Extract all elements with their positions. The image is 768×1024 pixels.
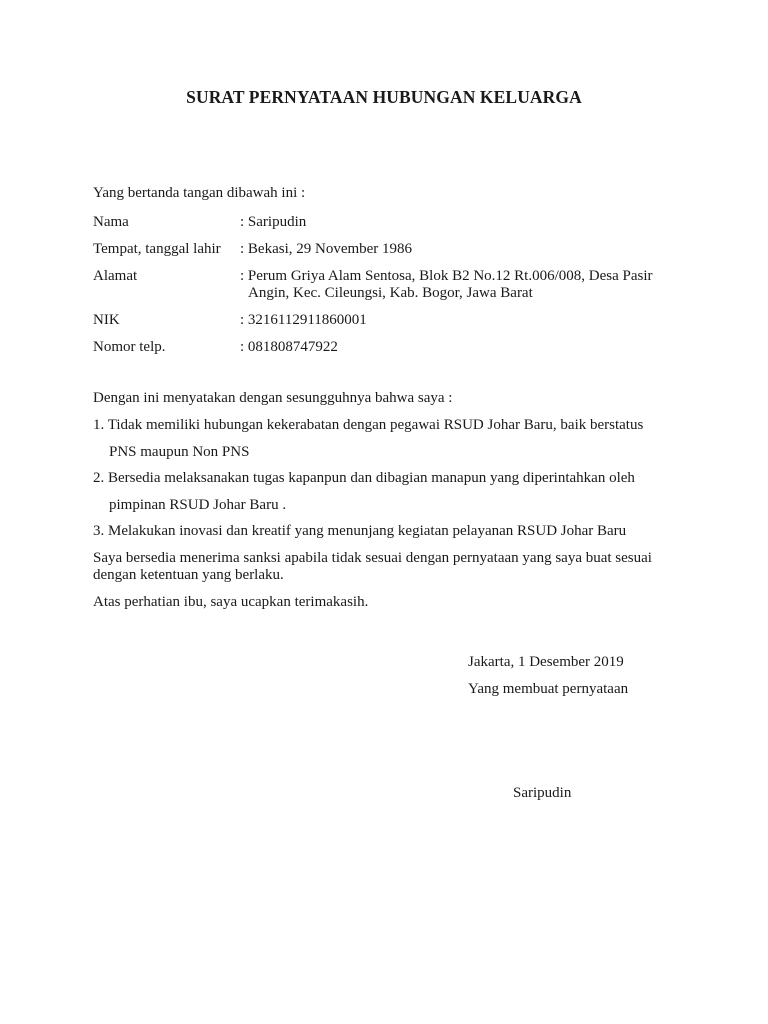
field-value-nama: : Saripudin (240, 214, 307, 230)
field-value-ttl: : Bekasi, 29 November 1986 (240, 241, 413, 257)
point-2-line2: pimpinan RSUD Johar Baru . (109, 497, 287, 513)
field-value-alamat: : Perum Griya Alam Sentosa, Blok B2 No.12 Rt.006/008, Desa Pasir (240, 268, 653, 284)
sanction-line2: dengan ketentuan yang berlaku. (93, 567, 284, 583)
field-label-telp: Nomor telp. (93, 339, 166, 355)
document-title: SURAT PERNYATAAN HUBUNGAN KELUARGA (186, 87, 582, 107)
point-1-line2: PNS maupun Non PNS (109, 444, 250, 460)
closing-text: Atas perhatian ibu, saya ucapkan terimakasih. (93, 594, 369, 610)
field-label-alamat: Alamat (93, 268, 138, 284)
field-label-ttl: Tempat, tanggal lahir (93, 241, 221, 257)
field-value-nik: : 3216112911860001 (240, 312, 367, 328)
intro-text: Yang bertanda tangan dibawah ini : (93, 185, 306, 201)
signer-name: Saripudin (513, 785, 572, 801)
field-value-telp: : 081808747922 (240, 339, 338, 355)
point-2-line1: 2. Bersedia melaksanakan tugas kapanpun dan dibagian manapun yang diperintahkan oleh (93, 470, 635, 486)
sanction-line1: Saya bersedia menerima sanksi apabila tidak sesuai dengan pernyataan yang saya buat sesuai (93, 550, 652, 566)
place-date: Jakarta, 1 Desember 2019 (468, 654, 624, 670)
point-3-line1: 3. Melakukan inovasi dan kreatif yang menunjang kegiatan pelayanan RSUD Johar Baru (93, 523, 627, 539)
field-value-alamat-line2: Angin, Kec. Cileungsi, Kab. Bogor, Jawa Barat (248, 285, 533, 301)
signer-role: Yang membuat pernyataan (468, 681, 629, 697)
field-label-nik: NIK (93, 312, 120, 328)
statement-intro: Dengan ini menyatakan dengan sesungguhnya bahwa saya : (93, 390, 453, 406)
field-label-nama: Nama (93, 214, 129, 230)
point-1-line1: 1. Tidak memiliki hubungan kekerabatan dengan pegawai RSUD Johar Baru, baik berstatus (93, 417, 644, 433)
